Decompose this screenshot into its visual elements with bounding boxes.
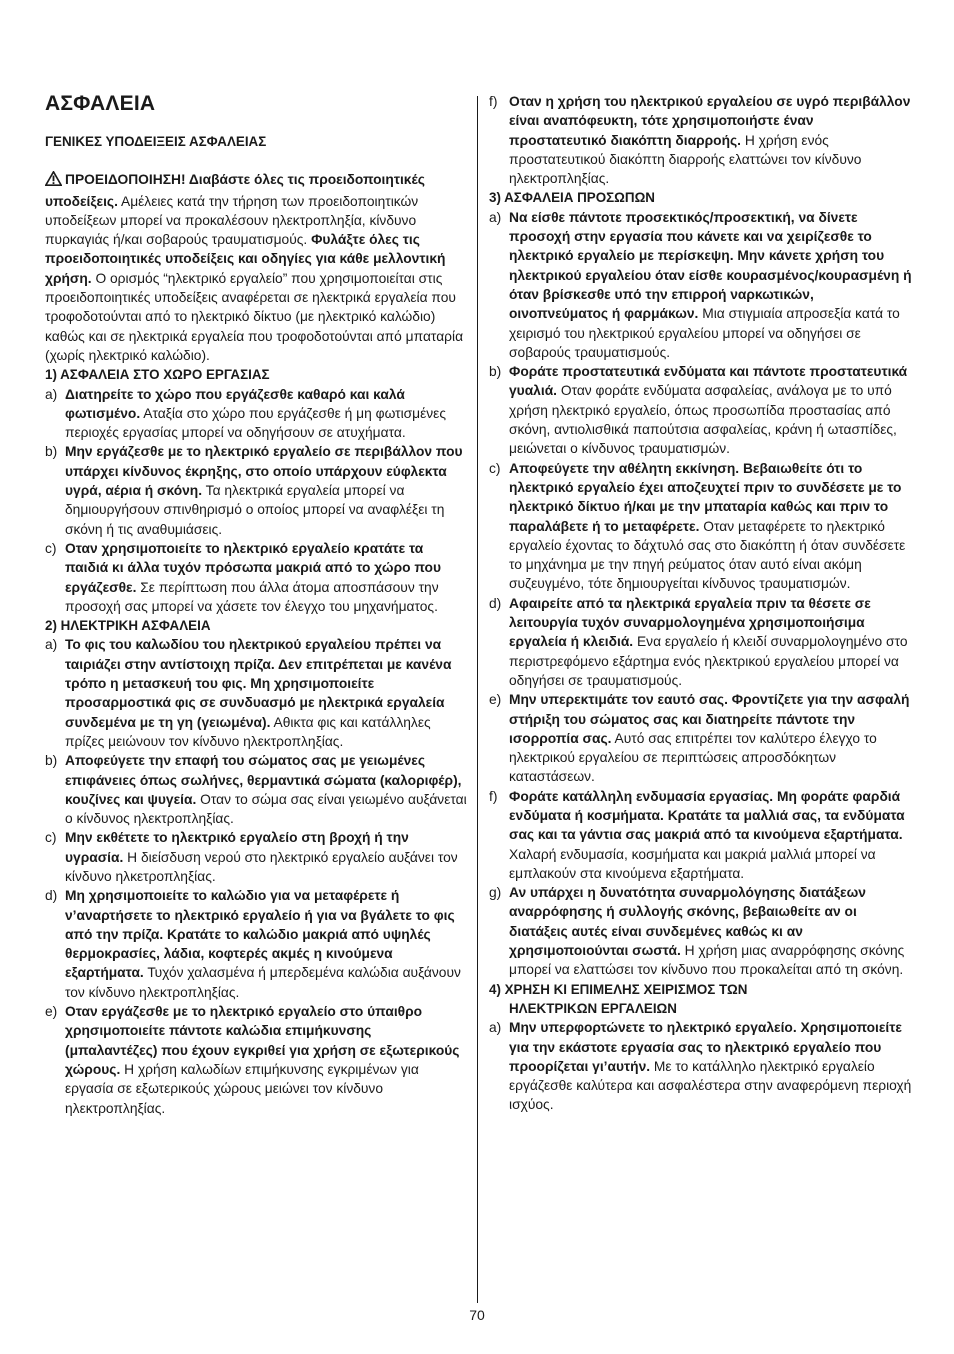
list-item: a) Το φις του καλωδίου του ηλεκτρικού εργαλείου πρέπει να ταιριάζει στην αντίστοιχη πρίζα. Δεν επιτρέπεται με κανένα τρόπο η μετασκευή του φις. Μη χρησιμοποιείτε προσαρμοστικά φις σε συνδυασμό με ηλεκτρικά εργαλεία συνδεμένα με τη γη (γειωμένα). Αθικτα φις και κατάλληλες πρίζες μειώνουν τον κίνδυνο ηλεκτροπληξίας. [45, 637, 452, 749]
section-4-heading: 4) ΧΡΗΣΗ ΚΙ ΕΠΙΜΕΛΗΣ ΧΕΙΡΙΣΜΟΣ ΤΩΝ ΗΛΕΚΤΡΙΚΩΝ ΕΡΓΑΛΕΙΩΝ [489, 981, 748, 1016]
keep-instructions-text: Φυλάξτε όλες τις προειδοποιητικές υποδείξεις και οδηγίες για κάθε μελλοντική χρήση. [45, 232, 446, 286]
list-item: a) Να είσθε πάντοτε προσεκτικός/προσεκτική, να δίνετε προσοχή στην εργασία που κάνετε και να χειρίζεσθε το ηλεκτρικό εργαλείο με περίσκεψη. Μην κάνετε χρήση του ηλεκτρικού εργαλείου όταν είσθε κουρασμένος/κουρασμένη ή όταν βρίσκεσθε υπό την επιρροή ναρκωτικών, οινοπνεύματος ή φαρμάκων. Μια στιγμιαία απροσεξία κατά το χειρισμό του ηλεκτρικού εργαλείου μπορεί να οδηγήσει σε σοβαρούς τραυματισμούς. [489, 209, 912, 360]
list-item: a) Μην υπερφορτώνετε το ηλεκτρικό εργαλείο. Χρησιμοποιείτε για την εκάστοτε εργασία σας το ηλεκτρικό εργαλείο που προορίζεται γι’αυτήν. Με το κατάλληλο ηλεκτρικό εργαλείο εργάζεσθε καλύτερα και ασφαλέστερα στην αναφερόμενη περιοχή ισχύος. [489, 1020, 912, 1113]
left-column [45, 132, 467, 1118]
list-item: e) Μην υπερεκτιμάτε τον εαυτό σας. Φροντίζετε για την ασφαλή στήριξη του σώματος σας και διατηρείτε πάντοτε την ισορροπία σας. Αυτό σας επιτρέπει τον καλύτερο έλεγχο το ηλεκτρικού εργαλείου σε περιπτώσεις απροσδόκητων καταστάσεων. [489, 692, 910, 785]
right-column [489, 92, 914, 1115]
warning-bold-text: ΠΡΟΕΙΔΟΠΟΙΗΣΗ! Διαβάστε όλες τις προειδοποιητικές υποδείξεις. [45, 172, 425, 209]
general-safety-heading: ΓΕΝΙΚΕΣ ΥΠΟΔΕΙΞΕΙΣ ΑΣΦΑΛΕΙΑΣ [45, 134, 267, 149]
list-item: d) Αφαιρείτε από τα ηλεκτρικά εργαλεία πριν τα θέσετε σε λειτουργία τυχόν συναρμολογημένα χρησιμοποιήσιμα εργαλεία ή κλειδιά. Ενα εργαλείο ή κλειδί συναρμολογημένο στο περιστρεφόμενο εξάρτημα ενός ηλεκτρικού εργαλείου μπορεί να οδηγήσει σε τραυματισμούς. [489, 595, 908, 688]
list-item: c) Μην εκθέτετε το ηλεκτρικό εργαλείο στη βροχή ή την υγρασία. Η διείσδυση νερού στο ηλεκτρικό εργαλείο αυξάνει τον κίνδυνο ηλκετροπληξίας. [45, 830, 458, 884]
list-item: d) Μη χρησιμοποιείτε το καλώδιο για να μεταφέρετε ή ν’αναρτήσετε το ηλεκτρικό εργαλείο ή για να βγάλετε το φις από την πρίζα. Κρατάτε το καλώδιο μακριά από υψηλές θερμοκρασίες, λάδια, κοφτερές ακμές η κινούμενα εξαρτήματα. Τυχόν χαλασμένα ή μπερδεμένα καλώδια αυξάνουν τον κίνδυνο ηλεκτροπληξίας. [45, 888, 461, 1000]
warning-text: Αμέλειες κατά την τήρηση των προειδοποιητικών υποδείξεων μπορεί να προκαλέσουν ηλεκτροπληξία, κίνδυνο πυρκαγιάς ή/και σοβαρούς τραυματισμούς. [45, 193, 419, 248]
list-item: b) Φοράτε προστατευτικά ενδύματα και πάντοτε προστατευτικά γυαλιά. Οταν φοράτε ενδύματα ασφαλείας, ανάλογα με το υπό χρήση ηλεκτρικό εργαλείο, όπως προσωπίδα προστασίας από σκόνη, αντιολισθικά παπούτσια ασφαλείας, κράνη ή ωτασπίδες, μειώνεται ο κίνδυνος τραυματισμών. [489, 364, 908, 457]
list-item: b) Μην εργάζεσθε με το ηλεκτρικό εργαλείο σε περιβάλλον που υπάρχει κίνδυνος έκρηξης, στο οποίο υπάρχουν εύφλεκτα υγρά, αέρια ή σκόνη. Τα ηλεκτρικά εργαλεία μπορεί να δημιουργήσουν σπινθηρισμό ο οποίος μπορεί να αναφλέξει τη σκόνη ή τις αναθυμιάσεις. [45, 444, 463, 537]
page-title: ΑΣΦΑΛΕΙΑ [45, 92, 156, 115]
list-item: g) Αν υπάρχει η δυνατότητα συναρμολόγησης διατάξεων αναρρόφησης ή συλλογής σκόνης, βεβαιωθείτε αν οι διατάξεις αυτές είναι συνδεμένες καθώς κι αν χρησιμοποιούνται σωστά. Η χρήση μιας αναρρόφησης σκόνης μπορεί να ελαττώσει τον κίνδυνο που προκαλείται από τη σκόνη. [489, 885, 905, 978]
section-2-heading: 2) ΗΛΕΚΤΡΙΚΗ ΑΣΦΑΛΕΙΑ [45, 618, 211, 634]
section-3-heading: 3) ΑΣΦΑΛΕΙΑ ΠΡΟΣΩΠΩΝ [489, 190, 655, 206]
list-item: b) Αποφεύγετε την επαφή του σώματος σας με γειωμένες επιφάνειες όπως σωλήνες, θερμαντικά σώματα (καλοριφέρ), κουζίνες και ψυγεία. Οταν το σώμα σας είναι γειωμένο αυξάνεται ο κίνδυνος ηλεκτροπληξίας. [45, 753, 467, 827]
list-item: c) Αποφεύγετε την αθέλητη εκκίνηση. Βεβαιωθείτε ότι το ηλεκτρικό εργαλείο έχει αποζευχτεί πριν το συνδέσετε με το ηλεκτρικό δίκτυο ή/και με την μπαταρία καθώς και πριν το παραλάβετε ή το μεταφέρετε. Οταν μεταφέρετε το ηλεκτρικό εργαλείο έχοντας το δάχτυλό σας στο διακόπτη ή όταν συνδέσετε το μηχάνημα με την πηγή ρεύματος όταν αυτό είναι ακόμη συζευγμένο, τότε δημιουργείται κίνδυνος τραυματισμών. [489, 460, 906, 592]
warning-triangle-icon [45, 171, 62, 191]
list-item: c) Οταν χρησιμοποιείτε το ηλεκτρικό εργαλείο κρατάτε τα παιδιά κι άλλα τυχόν πρόσωπα μακριά από το χώρο που εργάζεσθε. Σε περίπτωση που άλλα άτομα αποσπάσουν την προσοχή σας μπορεί να χάσετε τον έλεγχο του μηχανήματος. [45, 540, 442, 614]
list-item: f) Φοράτε κατάλληλη ενδυμασία εργασίας. Μη φοράτε φαρδιά ενδύματα ή κοσμήματα. Κρατάτε τα μαλλιά σας, τα ενδύματα σας και τα γάντια σας μακριά από τα κινούμενα εξαρτήματα. Χαλαρή ενδυμασία, κοσμήματα και μακριά μαλλιά μπορεί να εμπλακούν στα κινούμενα εξαρτήματα. [489, 788, 905, 881]
list-item: f) Οταν η χρήση του ηλεκτρικού εργαλείου σε υγρό περιβάλλον είναι αναπόφευκτη, τότε χρησιμοποιήστε έναν προστατευτικό διακόπτη διαρροής. Η χρήση ενός προστατευτικού διακόπτη διαρροής ελαττώνει τον κίνδυνο ηλεκτροπληξίας. [489, 94, 911, 187]
column-divider [477, 96, 478, 1303]
general-warning-paragraph [45, 170, 467, 365]
page-number: 70 [469, 1307, 485, 1323]
section-1-heading: 1) ΑΣΦΑΛΕΙΑ ΣΤΟ ΧΩΡΟ ΕΡΓΑΣΙΑΣ [45, 367, 270, 383]
list-item: a) Διατηρείτε το χώρο που εργάζεσθε καθαρό και καλά φωτισμένο. Αταξία στο χώρο που εργάζεσθε ή μη φωτισμένες περιοχές εργασίας μπορεί να οδηγήσουν σε ατυχήματα. [45, 386, 446, 441]
list-item: e) Οταν εργάζεσθε με το ηλεκτρικό εργαλείο στο ύπαιθρο χρησιμοποιείτε πάντοτε καλώδια επιμήκυνσης (μπαλαντέζες) που έχουν εγκριθεί για χρήση σε εξωτερικούς χώρους. Η χρήση καλωδίων επιμήκυνσης εγκριμένων για εργασία σε εξωτερικούς χώρους μειώνει τον κίνδυνο ηλεκτροπληξίας. [45, 1004, 460, 1116]
definition-text: Ο ορισμός “ηλεκτρικό εργαλείο” που χρησιμοποιείται στις προειδοποιητικές υποδείξεις αναφέρεται σε ηλεκτρικά εργαλεία που τροφοδοτούνται από το ηλεκτρικό δίκτυο (με ηλεκτρικό καλώδιο) καθώς και σε ηλεκτρικά εργαλεία που τροφοδοτούνται από μπαταρία (χωρίς ηλεκτρικό καλώδιο). [45, 270, 464, 363]
